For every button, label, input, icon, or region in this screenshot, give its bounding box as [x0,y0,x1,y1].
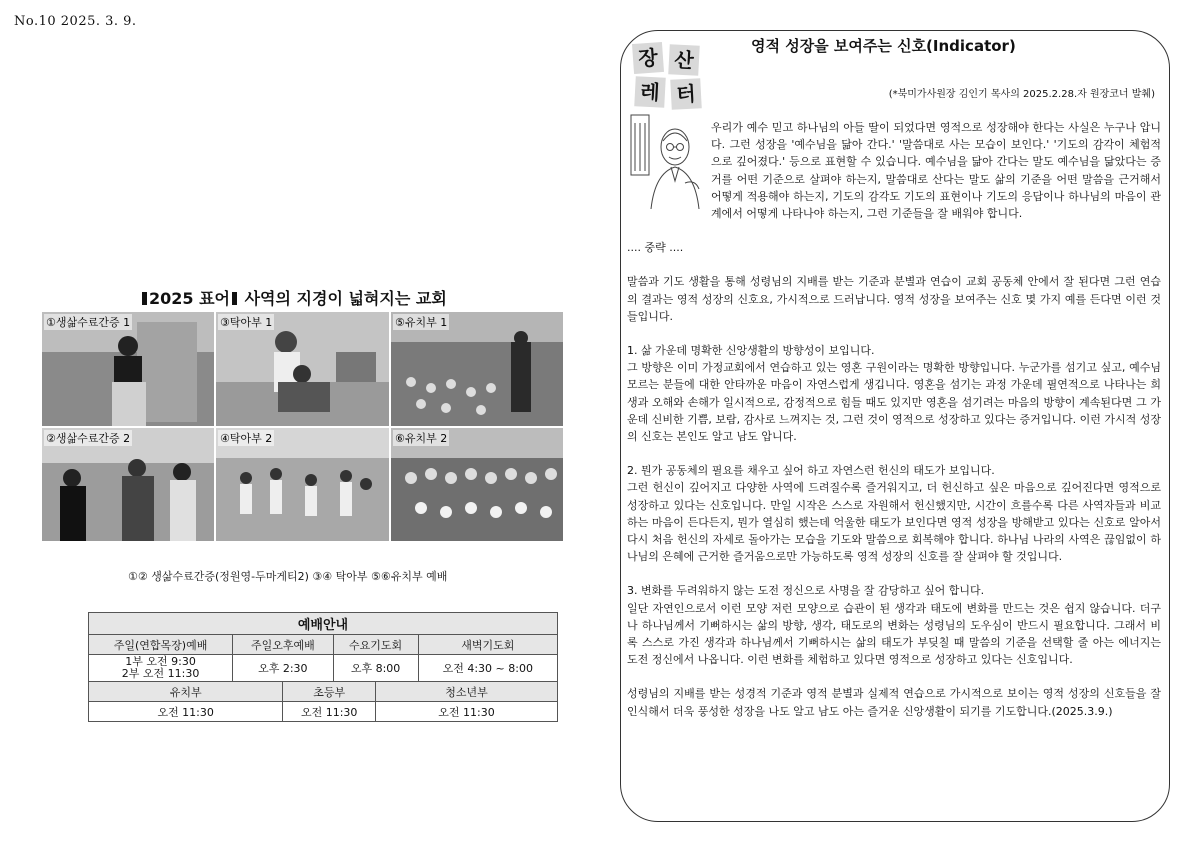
body-paragraph: 3. 변화를 두려워하지 않는 도전 정신으로 사명을 잘 감당하고 싶어 합니다. [627,584,985,598]
photo-5 [391,312,563,426]
motto-label: 2025 표어 [149,289,231,308]
body-paragraph: 성령님의 지배를 받는 성경적 기준과 영적 분별과 실제적 연습으로 가시적으로 보이는 영적 성장의 신호들을 잘 인식해서 더욱 풍성한 성장을 나도 알고 남도 아는 즐거운 신앙생활이 되기를 기도합니다.(2025.3.9.) [627,687,1161,718]
dept-header: 초등부 [283,682,376,702]
photo-1 [42,312,214,426]
photo-caption: ③탁아부 1 [220,316,273,329]
body-paragraph: 2. 뭔가 공동체의 필요를 채우고 싶어 하고 자연스런 헌신의 태도가 보입니다. [627,464,995,478]
motto-banner [140,286,480,309]
body-paragraph: 그런 헌신이 깊어지고 다양한 사역에 드려질수록 즐거워지고, 더 헌신하고 싶은 마음으로 깊어진다면 영적으로 성장하고 있다는 신호입니다. 만일 시작은 스스로 자원해서 헌신했지만, 시간이 흐를수록 다른 사역자들과 비교하는 마음이 든다든지, 뭔가 열심히 했는데 억울한 태도가 보인다면 영적 성장을 방해받고 있다는 신호로 알아서 다시 처음 헌신의 자세로 돌아가는 모습을 기도와 말씀으로 회복해야 합니다. 하나님 나라의 사역은 끊임없이 하나님의 은혜에 근거한 즐거움으로만 가능하도록 영적 성장의 신호를 잘 살펴야 할 것입니다. [627,481,1161,564]
body-paragraph: 우리가 예수 믿고 하나님의 아들 딸이 되었다면 영적으로 성장해야 한다는 사실은 누구나 압니다. 그런 성장을 '예수님을 닮아 간다.' '말씀대로 사는 모습이 보인다.' '기도의 감각이 체험적으로 깊어졌다.' 등으로 표현할 수 있습니다. 예수님을 닮아 간다는 말도 예수님을 닮았다는 증거를 어떤 기준으로 살펴야 하는지, 말씀대로 산다는 말도 삶의 기준을 어떤 말씀을 근거해서 어떻게 적용해야 하는지, 기도의 감각도 기도의 표현이나 기도의 응답이나 하나님의 마음이 관계에서 어떻게 나타나야 하는지, 그런 기준들을 잘 배워야 합니다. [711,121,1161,221]
service-time-line: 1부 오전 9:30 [125,655,196,668]
photo-2 [42,428,214,541]
photo-caption: ④탁아부 2 [220,432,273,445]
column-logo [633,43,713,111]
photo-grid [42,312,561,541]
column-source: (*북미가사원장 김인기 목사의 2025.2.28.자 원장코너 발췌) [888,89,1155,100]
body-paragraph: 그 방향은 이미 가정교회에서 연습하고 있는 영혼 구원이라는 명확한 방향입니다. 누군가를 섬기고 싶고, 예수님 모르는 분들에 대한 안타까운 마음이 자연스럽게 생깁니다. 영혼을 섬기는 과정 가운데 필연적으로 나타나는 희생과 오해와 손해가 일시적으로, 감정적으로 힘들 때도 있지만 영혼을 섬기려는 마음의 방향이 계속된다면 그 가운데 신비한 기쁨, 보람, 감사로 느껴지는 것, 그런 것이 영적으로 성장하고 있다는 증거입니다. 이런 가시적 성장의 신호는 본인도 알고 남도 압니다. [627,361,1161,444]
column-title: 영적 성장을 보여주는 신호(Indicator) [751,37,1016,55]
service-title: 예배안내 [89,613,558,635]
service-time: 오후 2:30 [233,655,334,682]
photo-caption: ⑤유치부 1 [395,316,448,329]
service-time: 오후 8:00 [333,655,418,682]
service-header: 새벽기도회 [418,635,557,655]
motto-text: 사역의 지경이 넓혀지는 교회 [244,289,447,308]
photo-3 [216,312,389,426]
photo-caption: ①생삶수료간증 1 [46,316,131,329]
photo-grid-caption: ①② 생삶수료간증(정원영-두마게티2) ③④ 탁아부 ⑤⑥유치부 예배 [128,570,448,583]
column-body [627,119,1161,720]
dept-time: 오전 11:30 [376,702,558,722]
motto-marker-icon [142,292,147,305]
logo-tile: 터 [670,78,702,110]
motto-marker-icon [232,292,237,305]
service-schedule-table [88,612,558,722]
dept-time: 오전 11:30 [89,702,283,722]
body-paragraph: 말씀과 기도 생활을 통해 성령님의 지배를 받는 기준과 분별과 연습이 교회 공동체 안에서 잘 된다면 그런 연습의 결과는 영적 성장의 신호요, 가시적으로 드러납니다. 영적 성장을 보여주는 신호 몇 가지 예를 든다면 이런 것들입니다. [627,275,1161,323]
column-box [620,30,1170,822]
body-paragraph: 1. 삶 가운데 명확한 신앙생활의 방향성이 보입니다. [627,344,875,358]
photo-caption: ②생삶수료간증 2 [46,432,131,445]
logo-tile: 장 [632,42,664,74]
logo-tile: 레 [634,76,666,108]
dept-header: 유치부 [89,682,283,702]
service-header: 주일오후예배 [233,635,334,655]
service-header: 주일(연합목장)예배 [89,635,233,655]
service-time-line: 2부 오전 11:30 [121,667,200,680]
dept-header: 청소년부 [376,682,558,702]
left-page [40,0,570,848]
logo-tile: 산 [668,44,700,76]
service-time [89,655,233,682]
photo-6 [391,428,563,541]
body-paragraph: .... 중략 .... [627,241,684,255]
photo-4 [216,428,389,541]
service-time: 오전 4:30 ~ 8:00 [418,655,557,682]
service-header: 수요기도회 [333,635,418,655]
body-paragraph: 일단 자연인으로서 이런 모양 저런 모양으로 습관이 된 생각과 태도에 변화를 만드는 것은 쉽지 않습니다. 더구나 하나님께서 기뻐하시는 삶의 방향, 생각, 태도로의 변화는 성령님의 도우심이 반드시 필요합니다. 그래서 비록 스스로 가진 생각과 하나님께서 기뻐하시는 삶의 태도가 부딪칠 때 말씀의 기준을 선택할 줄 아는 에너지는 도전 정신에서 나옵니다. 이런 변화를 체험하고 있다면 영적으로 성장하고 있다는 신호입니다. [627,601,1161,667]
dept-time: 오전 11:30 [283,702,376,722]
issue-header: No.10 2025. 3. 9. [14,14,137,29]
photo-caption: ⑥유치부 2 [395,432,448,445]
